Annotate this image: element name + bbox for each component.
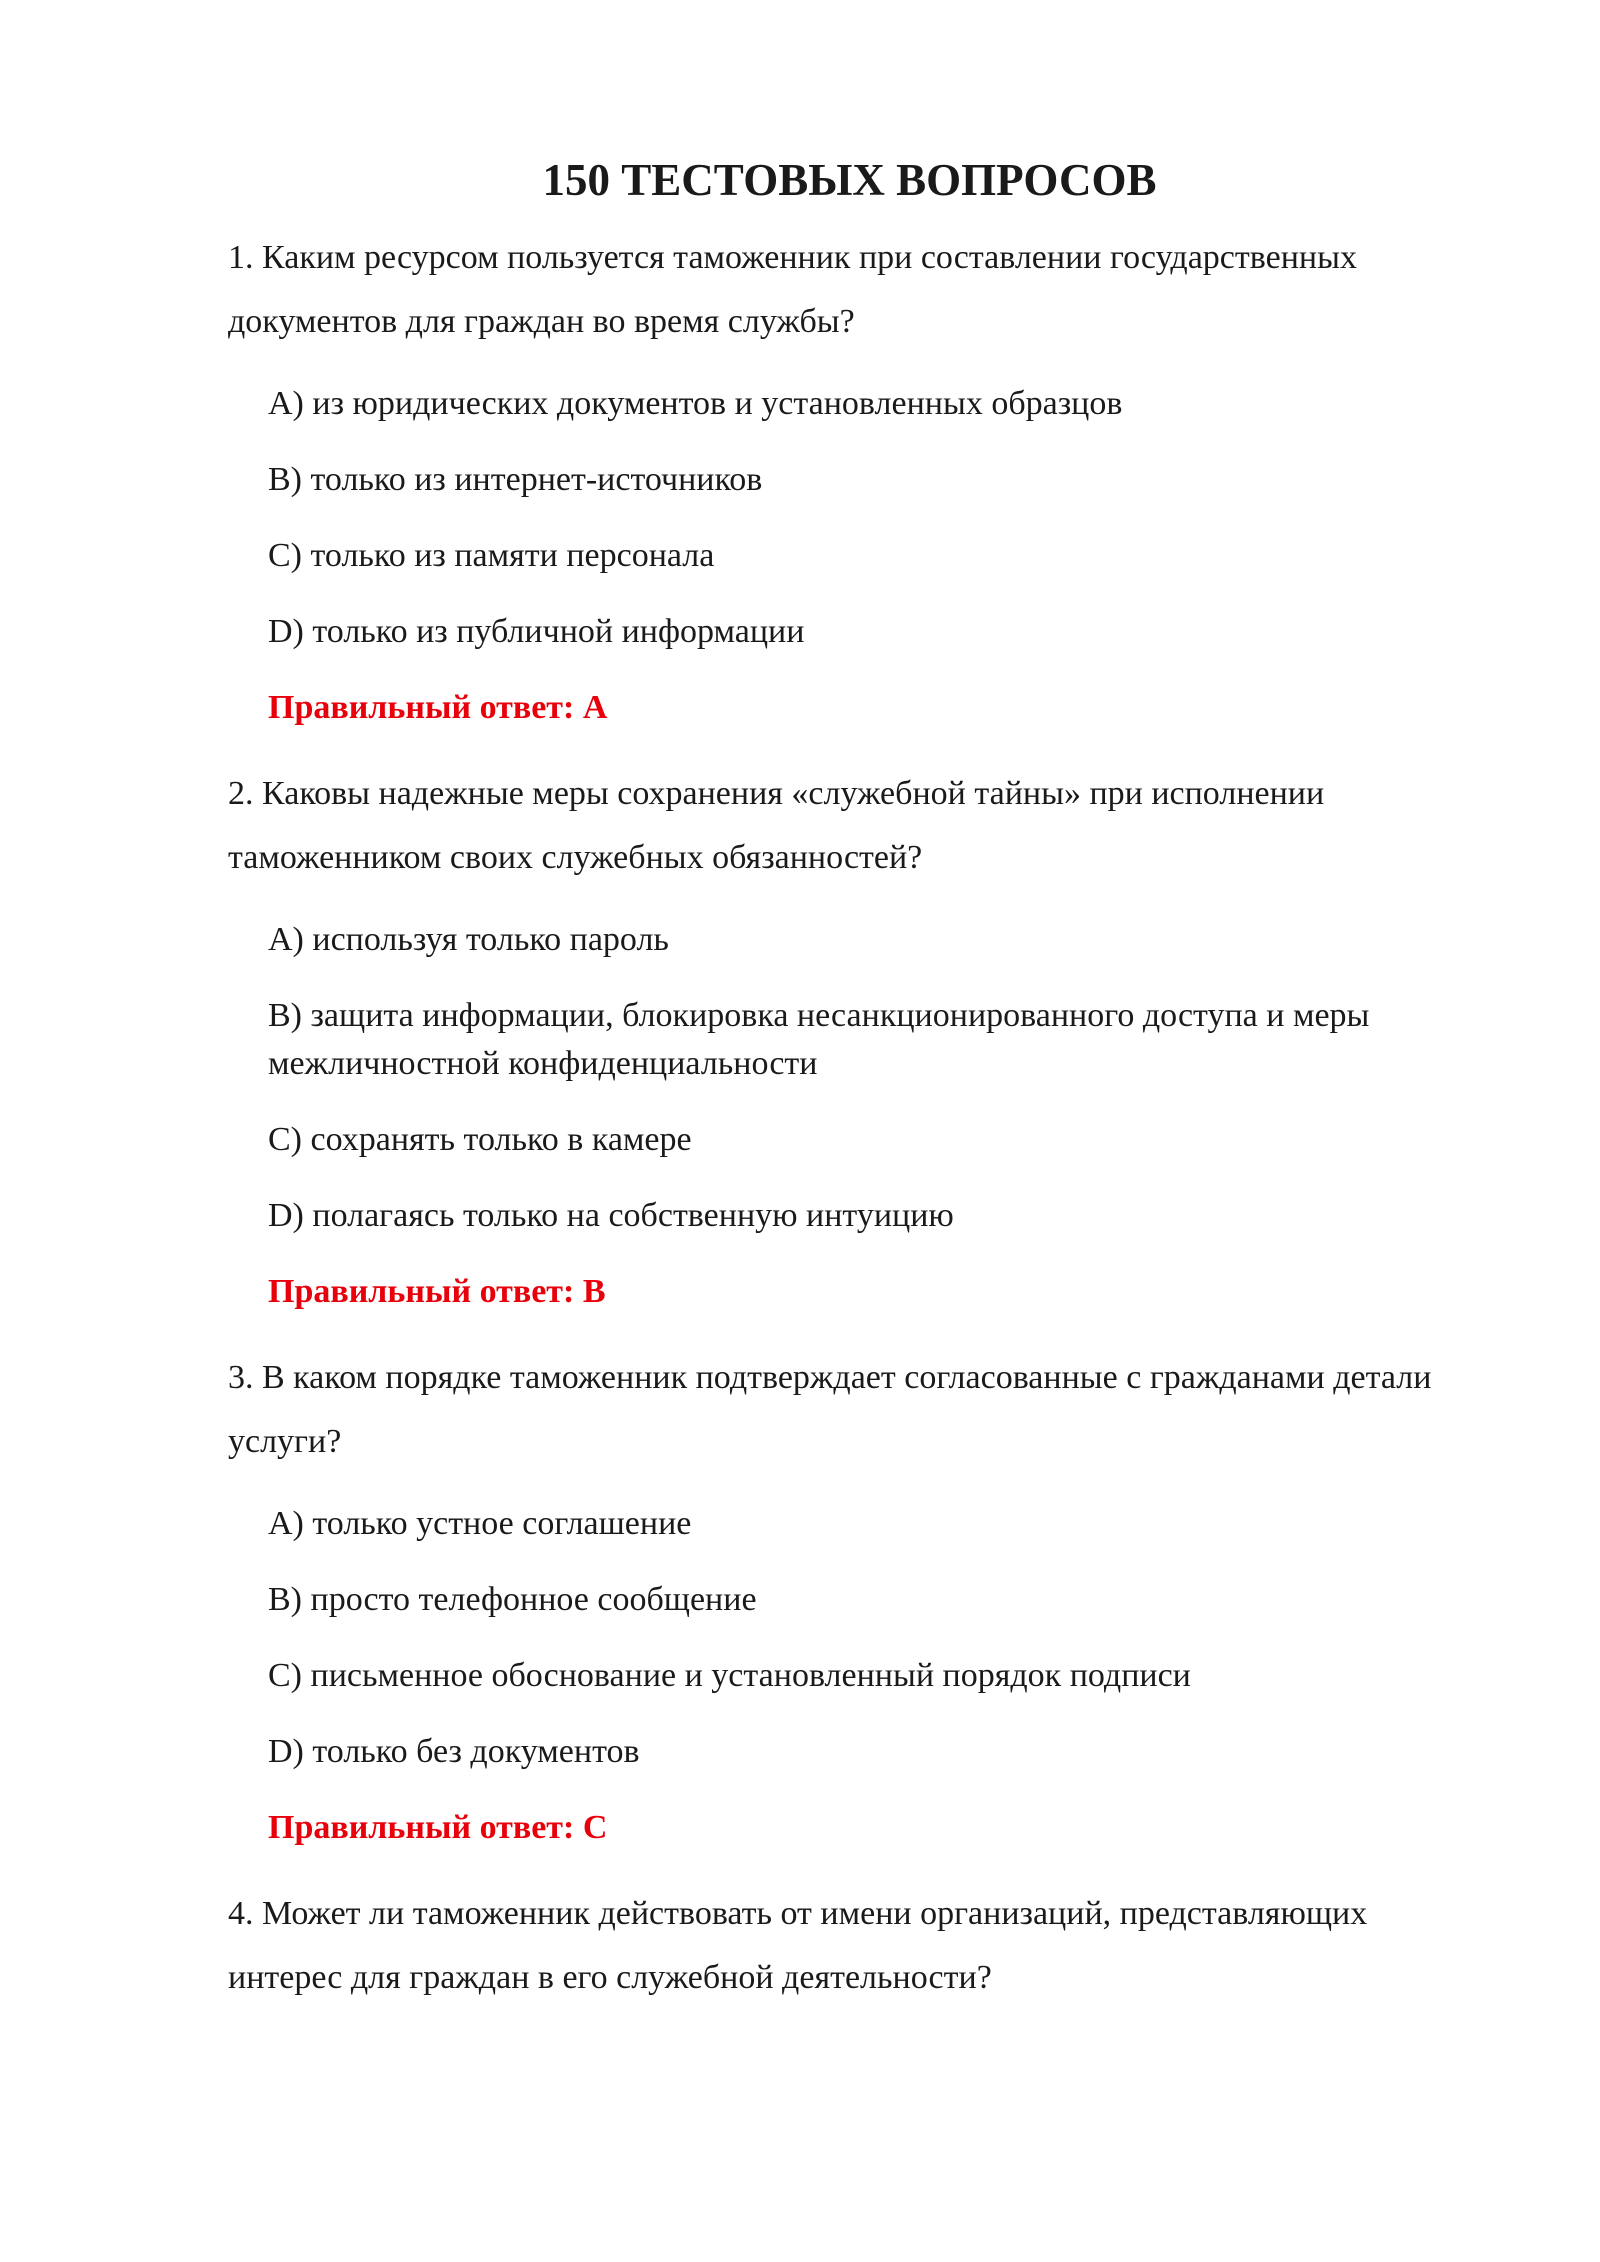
question-block-3 [228,1346,1470,1852]
options-list [268,380,1470,656]
question-block-1 [228,226,1470,732]
correct-answer: Правильный ответ: C [268,1809,608,1846]
correct-answer: Правильный ответ: B [268,1273,606,1310]
option-b: B) только из интернет-источников [268,461,763,498]
option-b: B) просто телефонное сообщение [268,1581,757,1618]
option-d: D) полагаясь только на собственную интуицию [268,1197,954,1234]
question-block-4 [228,1882,1470,2010]
option-b: B) защита информации, блокировка несанкционированного доступа и меры межличностной конфиденциальности [268,997,1370,1082]
option-d: D) только без документов [268,1733,640,1770]
option-a: A) используя только пароль [268,921,669,958]
document-title: 150 ТЕСТОВЫХ ВОПРОСОВ [542,155,1157,205]
option-c: C) сохранять только в камере [268,1121,692,1158]
correct-answer: Правильный ответ: A [268,689,608,726]
question-text: 2. Каковы надежные меры сохранения «служебной тайны» при исполнении таможенником своих служебных обязанностей? [228,775,1325,876]
question-text: 4. Может ли таможенник действовать от имени организаций, представляющих интерес для граждан в его служебной деятельности? [228,1895,1368,1996]
question-block-2 [228,762,1470,1316]
option-c: C) только из памяти персонала [268,537,715,574]
option-d: D) только из публичной информации [268,613,805,650]
option-c: C) письменное обоснование и установленный порядок подписи [268,1657,1191,1694]
options-list [268,916,1470,1240]
option-a: A) только устное соглашение [268,1505,692,1542]
option-a: A) из юридических документов и установленных образцов [268,385,1123,422]
title-wrap [0,148,1471,212]
question-text: 1. Каким ресурсом пользуется таможенник при составлении государственных документов для граждан во время службы? [228,239,1357,340]
question-text: 3. В каком порядке таможенник подтверждает согласованные с гражданами детали услуги? [228,1359,1432,1460]
options-list [268,1500,1470,1776]
